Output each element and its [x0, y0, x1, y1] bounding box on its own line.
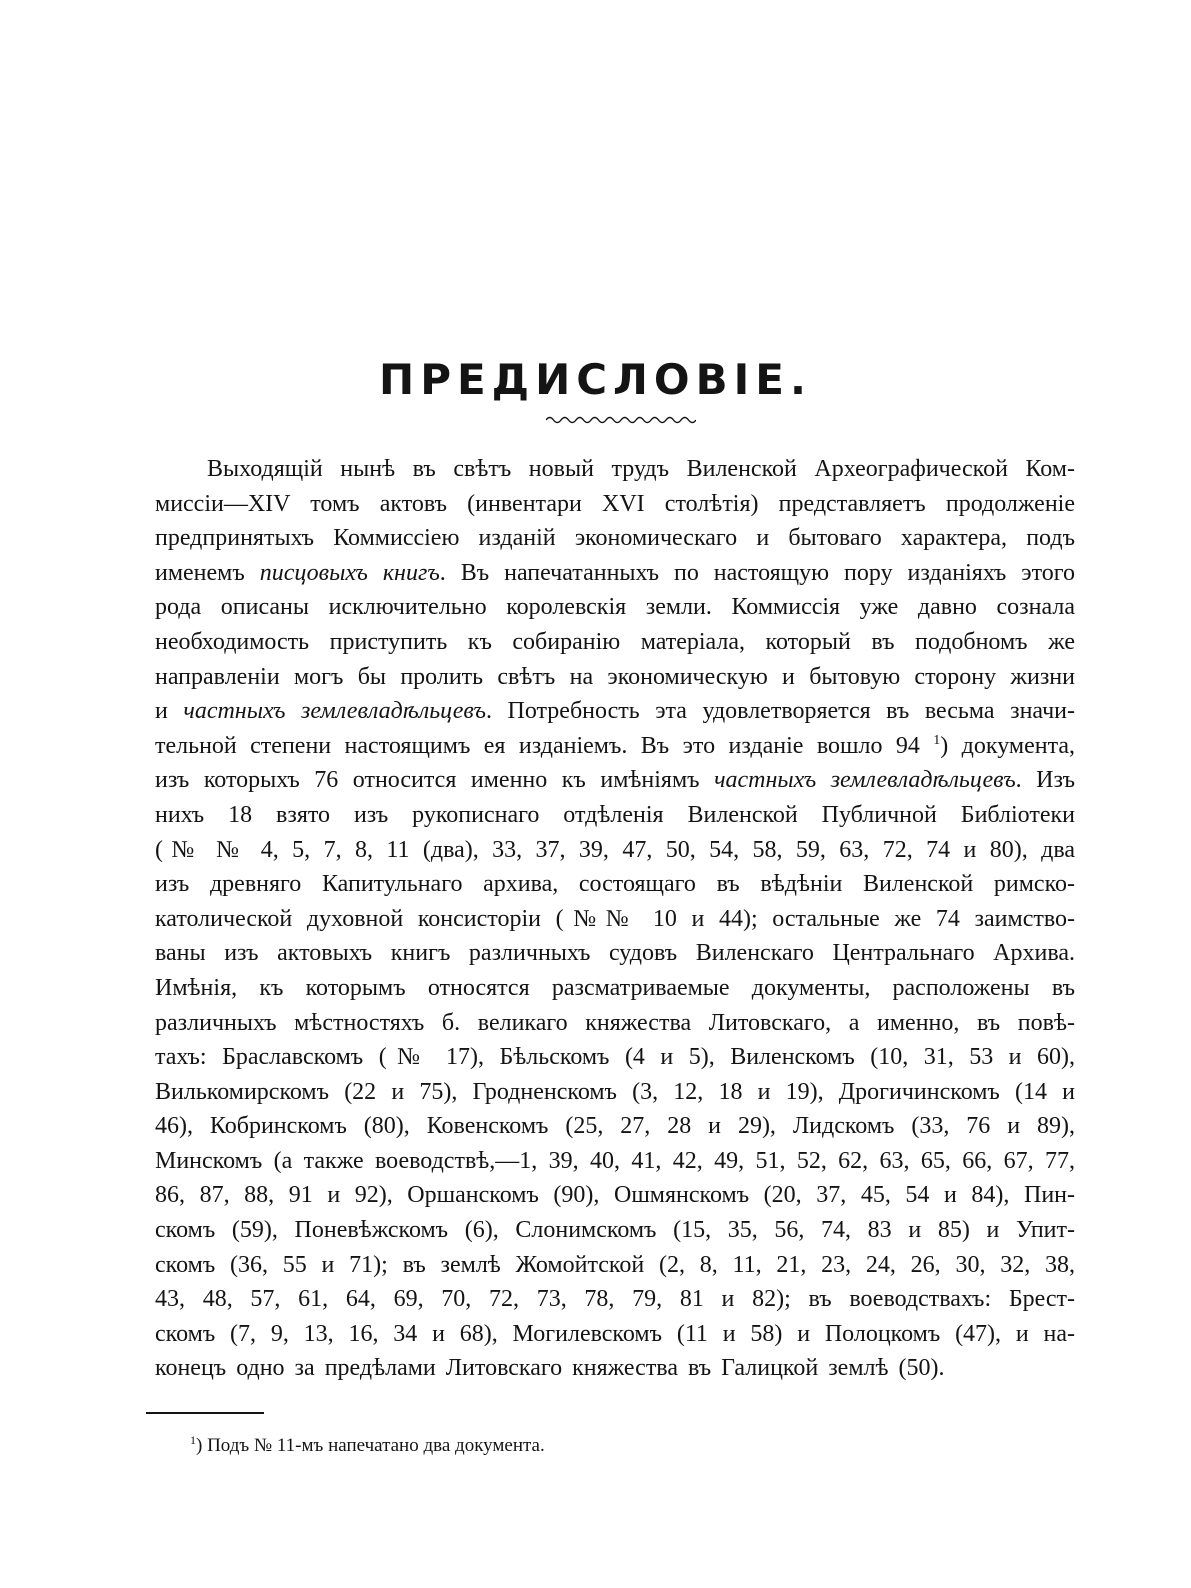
paragraph-line: Вилькомирскомъ (22 и 75), Гродненскомъ (3, 12, 18 и 19), Дрогичинскомъ (14 и — [155, 1078, 1075, 1105]
page-title: ПРЕДИСЛОВІЕ. — [379, 355, 812, 404]
paragraph-line: 43, 48, 57, 61, 64, 69, 70, 72, 73, 78, 79, 81 и 82); въ воеводствахъ: Брест- — [155, 1286, 1075, 1313]
paragraph-line: Имѣнія, къ которымъ относятся разсматриваемые документы, расположены въ — [155, 974, 1075, 1001]
paragraph-line: 86, 87, 88, 91 и 92), Оршанскомъ (90), Ошмянскомъ (20, 37, 45, 54 и 84), Пин- — [155, 1182, 1075, 1209]
footnote-mark: 1 — [190, 1433, 196, 1447]
italic-term: частныхъ землевладѣльцевъ — [183, 698, 486, 725]
footnote-text: ) Подъ № 11-мъ напечатано два документа. — [196, 1435, 545, 1456]
paragraph-line: Выходящій нынѣ въ свѣтъ новый трудъ Виленской Археографической Ком- — [207, 456, 1075, 482]
paragraph-line: предпринятыхъ Коммиссіею изданій экономическаго и бытоваго характера, подъ — [155, 525, 1075, 552]
paragraph-line: миссіи—XIV томъ актовъ (инвентари XVI столѣтія) представляетъ продолженіе — [155, 490, 1075, 517]
paragraph-line: конецъ одно за предѣлами Литовскаго княжества въ Галицкой землѣ (50). — [155, 1355, 945, 1382]
paragraph-line: нихъ 18 взято изъ рукописнаго отдѣленія Виленской Публичной Библіотеки — [155, 801, 1075, 828]
footnote — [190, 1433, 545, 1459]
paragraph-line: направленіи могъ бы пролить свѣтъ на экономическую и бытовую сторону жизни — [155, 663, 1075, 690]
paragraph-line: необходимость приступить къ собиранію матеріала, который въ подобномъ же — [155, 628, 1075, 655]
paragraph-line: Минскомъ (а также воеводствѣ,—1, 39, 40, 41, 42, 49, 51, 52, 62, 63, 65, 66, 67, 77, — [155, 1147, 1075, 1174]
paragraph-line: именемъ писцовыхъ книгъ. Въ напечатанныхъ по настоящую пору изданіяхъ этого — [155, 559, 1075, 586]
paragraph-line: скомъ (7, 9, 13, 16, 34 и 68), Могилевскомъ (11 и 58) и Полоцкомъ (47), и на- — [155, 1320, 1075, 1347]
footnote-reference: 1 — [933, 732, 941, 748]
paragraph-line: католической духовной консисторіи (№№ 10 и 44); остальные же 74 заимство- — [155, 905, 1075, 932]
italic-term: писцовыхъ книгъ — [259, 559, 440, 586]
paragraph-line: скомъ (36, 55 и 71); въ землѣ Жомойтской (2, 8, 11, 21, 23, 24, 26, 30, 32, 38, — [155, 1251, 1075, 1278]
paragraph-line: рода описаны исключительно королевскія земли. Коммиссія уже давно сознала — [155, 594, 1075, 621]
title-ornament — [546, 414, 696, 426]
paragraph-line: тельной степени настоящимъ ея изданіемъ. Въ это изданіе вошло 94 $^1$) документа, — [155, 732, 1075, 759]
paragraph-line: (№ № 4, 5, 7, 8, 11 (два), 33, 37, 39, 47, 50, 54, 58, 59, 63, 72, 74 и 80), два — [155, 836, 1075, 863]
paragraph-line: скомъ (59), Поневѣжскомъ (6), Слонимскомъ (15, 35, 56, 74, 83 и 85) и Упит- — [155, 1217, 1075, 1244]
paragraph-line: и частныхъ землевладѣльцевъ. Потребность эта удовлетворяется въ весьма значи- — [155, 698, 1076, 725]
paragraph-line: изъ древняго Капитульнаго архива, состоящаго въ вѣдѣніи Виленской римско- — [155, 871, 1075, 898]
paragraph-line: 46), Кобринскомъ (80), Ковенскомъ (25, 27, 28 и 29), Лидскомъ (33, 76 и 89), — [155, 1113, 1075, 1140]
footnote-divider — [146, 1412, 264, 1414]
paragraph-line: различныхъ мѣстностяхъ б. великаго княжества Литовскаго, а именно, въ повѣ- — [155, 1009, 1075, 1036]
paragraph-line: ваны изъ актовыхъ книгъ различныхъ судовъ Виленскаго Центральнаго Архива. — [155, 940, 1075, 967]
paragraph-line: изъ которыхъ 76 относится именно къ имѣніямъ частныхъ землевладѣльцевъ. Изъ — [155, 767, 1075, 794]
paragraph-line: тахъ: Браславскомъ (№ 17), Бѣльскомъ (4 и 5), Виленскомъ (10, 31, 53 и 60), — [155, 1044, 1075, 1071]
italic-term: частныхъ землевладѣльцевъ — [714, 767, 1016, 794]
preface-paragraph — [155, 452, 1075, 1386]
